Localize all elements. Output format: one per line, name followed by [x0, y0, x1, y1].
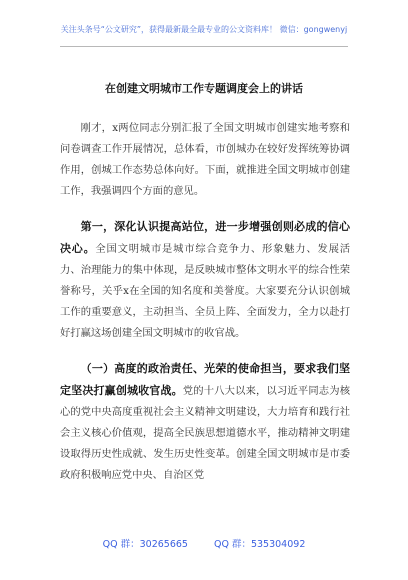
footer-contact	[0, 536, 408, 550]
footer-qq-group-1: QQ 群：30265665	[102, 539, 188, 550]
document-body	[60, 118, 350, 486]
paragraph-text: 刚才，x两位同志分别汇报了全国文明城市创建实地考察和问卷调查工作开展情况，总体看，市创城办在较好发挥统筹协调作用，创城工作态势总体向好。下面，就推进全国文明城市创建工作，我强调四个方面的意见。	[60, 122, 350, 197]
paragraph-text: 党的十八大以来，以习近平同志为核心的党中央高度重视社会主义精神文明建设，大力培育和践行社会主义核心价值观，提高全民族思想道德水平，推动精神文明建设取得历史性成就、发生历史性变革。创建全国文明城市是市委政府积极响应党中央、自治区党	[60, 385, 351, 481]
footer-qq-group-2: QQ 群：535304092	[213, 539, 306, 550]
paragraph-point-one	[60, 216, 350, 344]
paragraph-intro	[60, 118, 350, 202]
paragraph-lead: 第一，深化认识提高站位，进一步增强创则必成的信心决心。	[60, 220, 350, 255]
paragraph-subpoint-one	[60, 358, 350, 486]
header-banner: 关注头条号“公文研究”，获得最新最全最专业的公文资料库！ 微信：gongwenyj	[60, 25, 348, 34]
paragraph-lead: （一）高度的政治责任、光荣的使命担当，要求我们坚定坚决打赢创城收官战。	[60, 362, 350, 397]
paragraph-text: 全国文明城市是城市综合竞争力、形象魅力、发展活力、治理能力的集中体现，是反映城市整体文明水平的综合性荣誉称号，关乎x在全国的知名度和美誉度。大家要充分认识创城工作的重要意义，主动担当、全员上阵、全面发力，全力以赴打好打赢这场创建全国文明城市的收官战。	[60, 243, 351, 339]
document-title: 在创建文明城市工作专题调度会上的讲话	[105, 82, 303, 95]
header-divider	[60, 46, 348, 47]
